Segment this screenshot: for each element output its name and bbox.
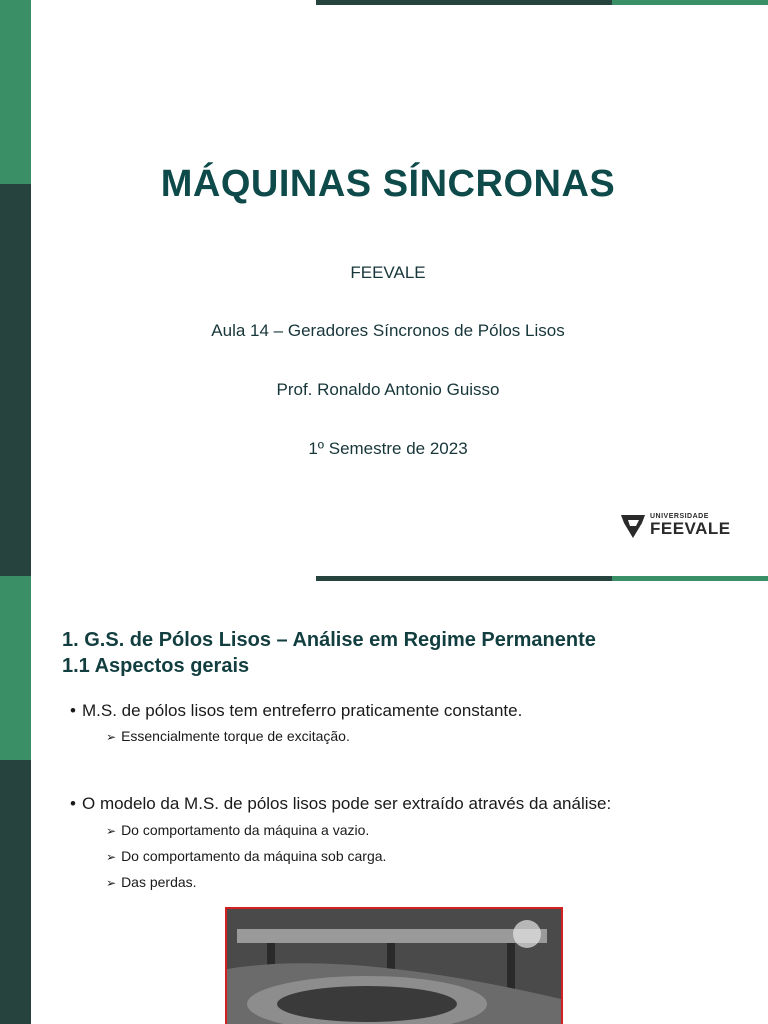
top-bar-green <box>612 0 768 5</box>
sub-bullet: ➢ Do comportamento da máquina sob carga. <box>106 848 387 864</box>
slide-title: MÁQUINAS SÍNCRONAS <box>160 163 616 205</box>
section-heading-2: 1.1 Aspectos gerais <box>62 655 250 677</box>
arrow-icon: ➢ <box>106 850 117 864</box>
sub-bullet: ➢ Essencialmente torque de excitação. <box>106 728 350 744</box>
feevale-logo-icon <box>620 511 646 539</box>
slide-2 <box>0 576 768 1024</box>
side-bar-dark <box>0 760 31 1024</box>
top-bar-dark <box>316 576 612 581</box>
feevale-logo <box>620 511 731 539</box>
arrow-icon: ➢ <box>106 730 117 744</box>
logo-big-text: FEEVALE <box>650 519 731 538</box>
arrow-icon: ➢ <box>106 876 117 890</box>
bullet-1: • M.S. de pólos lisos tem entreferro praticamente constante. <box>70 701 523 720</box>
semester-line: 1º Semestre de 2023 <box>308 439 468 458</box>
institution-line: FEEVALE <box>350 263 426 282</box>
lecture-line: Aula 14 – Geradores Síncronos de Pólos Lisos <box>211 321 565 340</box>
top-bar-dark <box>316 0 612 5</box>
sub-bullet: ➢ Das perdas. <box>106 874 197 890</box>
section-heading-1: 1. G.S. de Pólos Lisos – Análise em Regime Permanente <box>62 629 596 651</box>
top-bar-green <box>612 576 768 581</box>
sub-bullet: ➢ Do comportamento da máquina a vazio. <box>106 822 370 838</box>
bullet-1-text: M.S. de pólos lisos tem entreferro praticamente constante. <box>82 701 523 720</box>
professor-line: Prof. Ronaldo Antonio Guisso <box>276 380 500 399</box>
side-bar-dark <box>0 184 31 576</box>
bullet-2: • O modelo da M.S. de pólos lisos pode ser extraído através da análise: <box>70 794 612 813</box>
bullet-2-text: O modelo da M.S. de pólos lisos pode ser extraído através da análise: <box>82 794 612 813</box>
arrow-icon: ➢ <box>106 824 117 838</box>
side-bar-green <box>0 0 31 184</box>
machine-photo <box>225 907 563 1024</box>
side-bar-green <box>0 576 31 760</box>
rotor-illustration <box>227 909 561 1024</box>
section-heading <box>62 627 596 679</box>
logo-small-text: UNIVERSIDADE <box>650 513 709 520</box>
